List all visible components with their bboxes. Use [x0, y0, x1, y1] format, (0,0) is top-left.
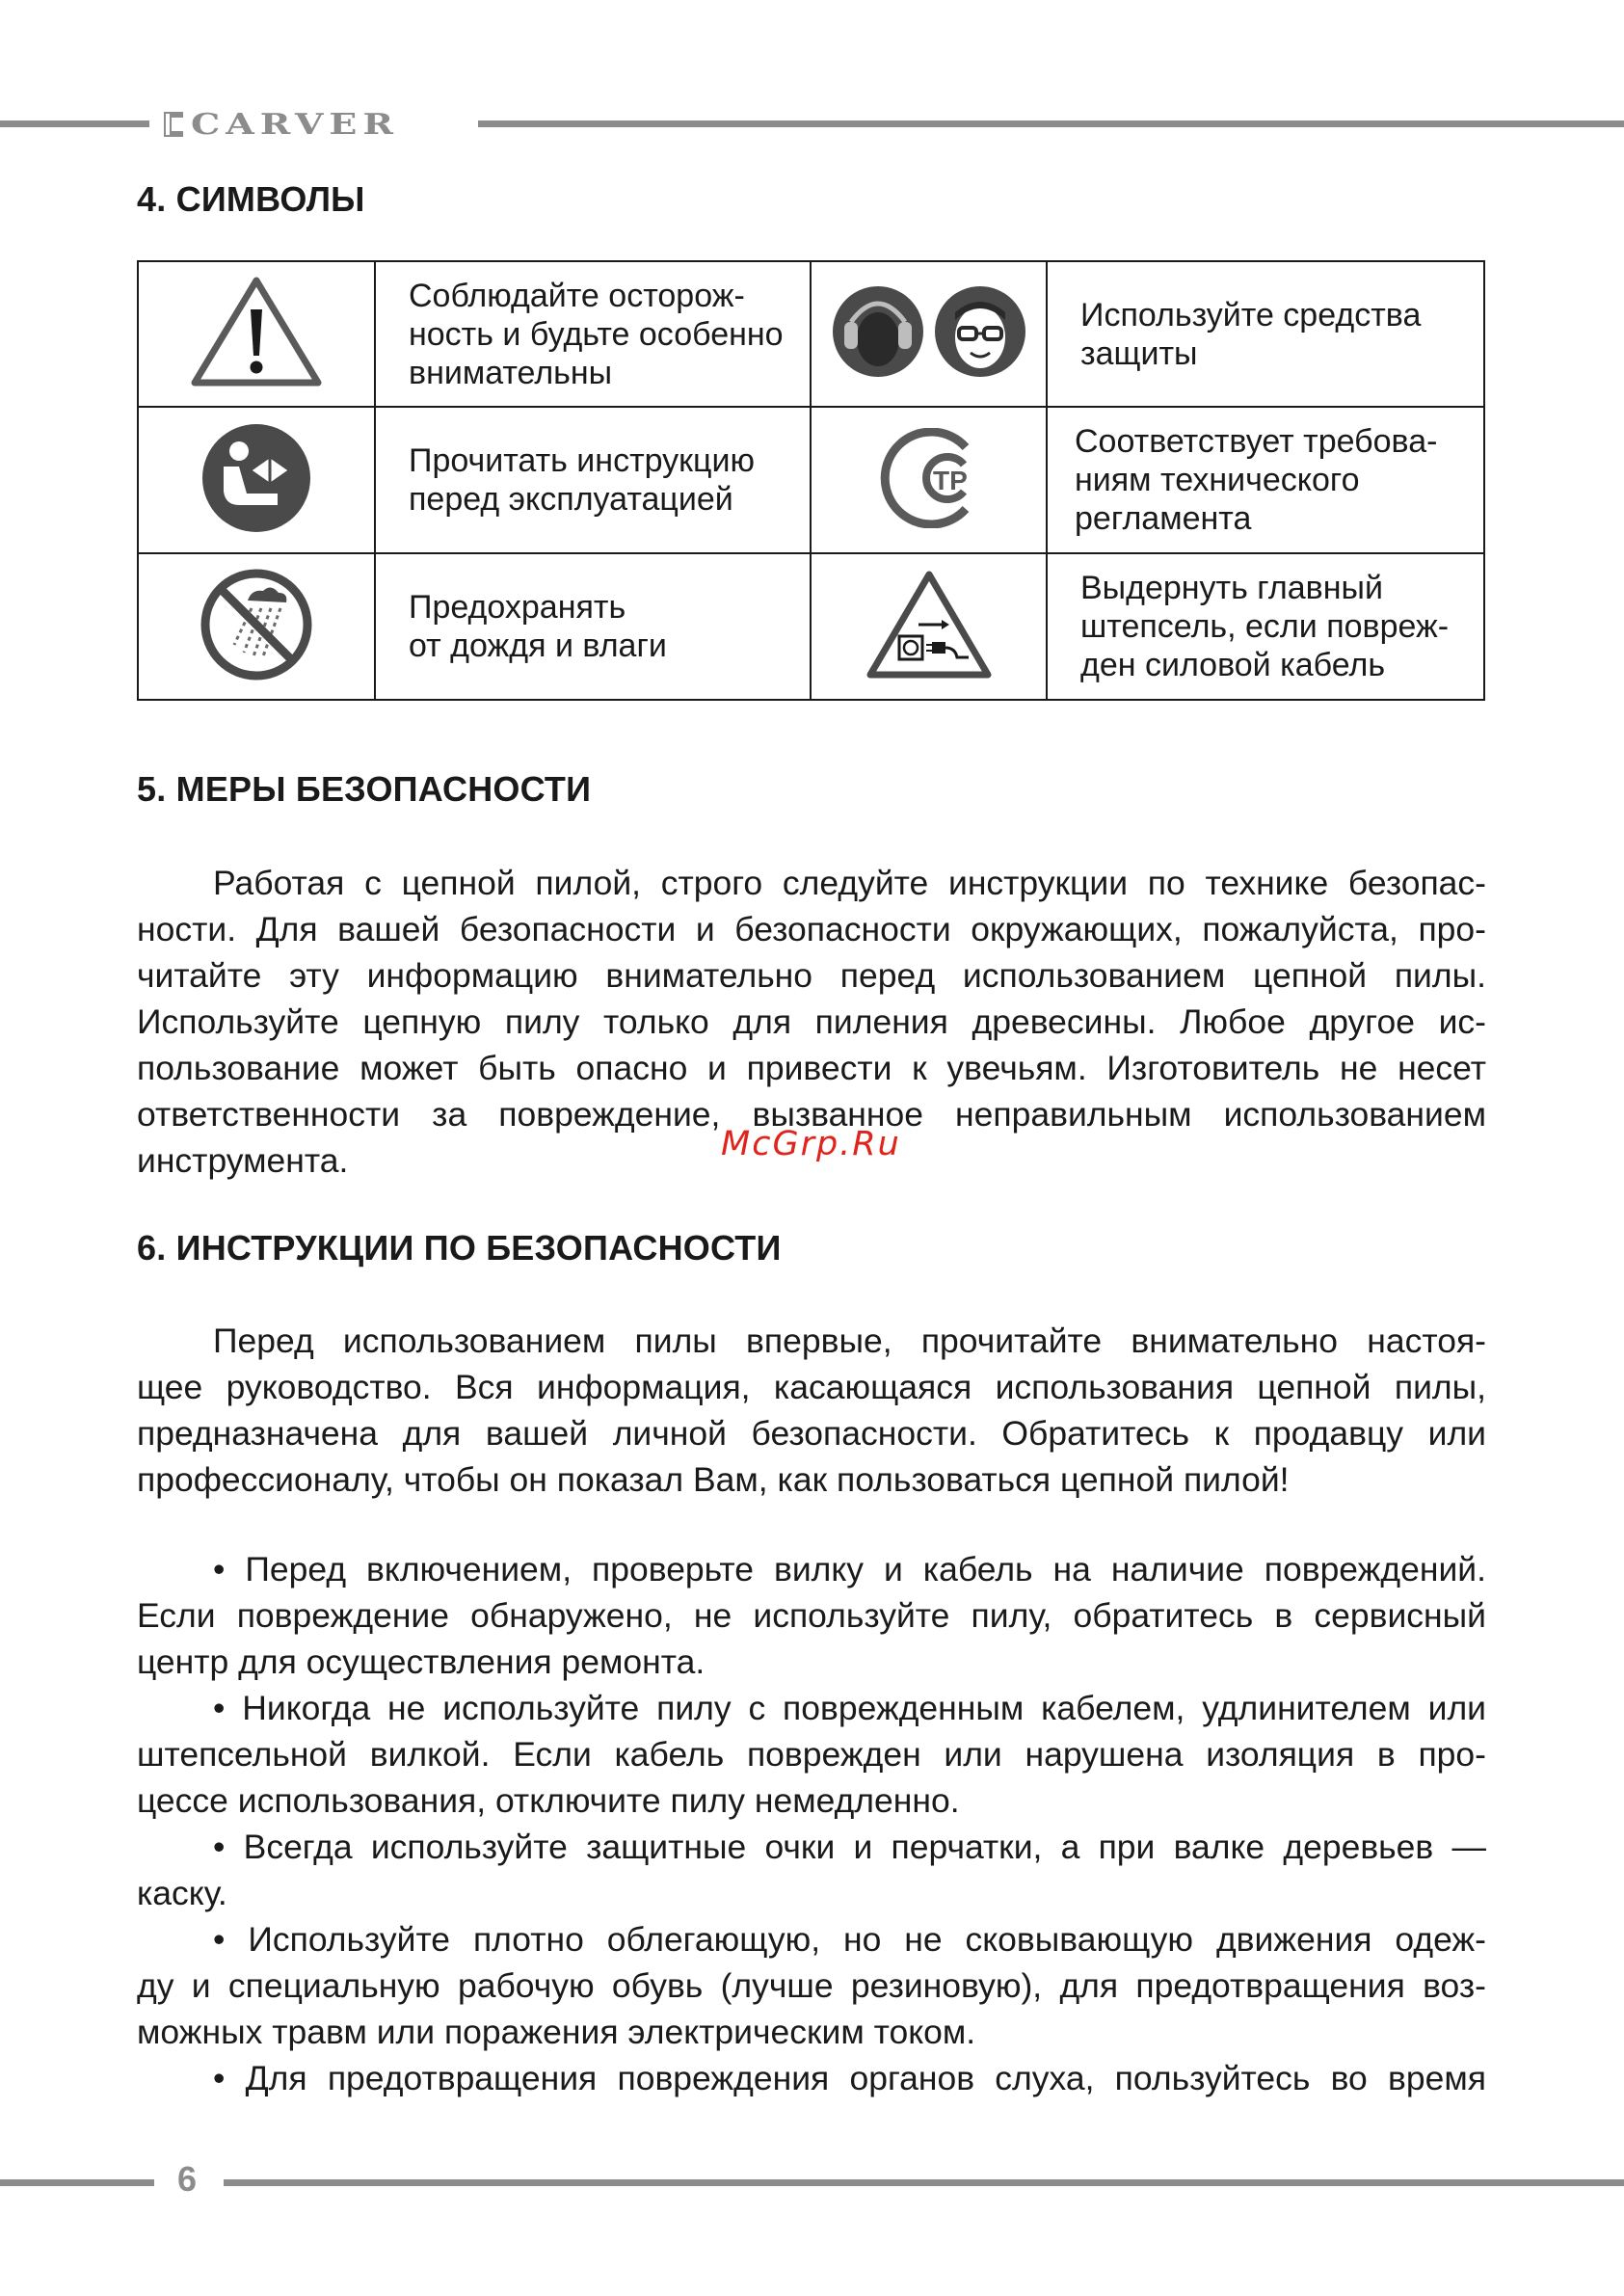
- text-line: предназначена для вашей личной безопасности. Обратитесь к продавцу или: [137, 1414, 1486, 1453]
- section-title-symbols: 4. СИМВОЛЫ: [137, 179, 365, 219]
- text-line: пользование может быть опасно и привести к увечьям. Изготовитель не несет: [137, 1049, 1486, 1087]
- text-line: каску.: [137, 1874, 227, 1912]
- tr-mark-text: TP: [932, 465, 968, 495]
- list-item: • Для предотвращения повреждения органов слуха, пользуйтесь во время: [213, 2059, 1486, 2097]
- text-line: можных травм или поражения электрическим током.: [137, 2013, 976, 2051]
- symbol-description: [1047, 261, 1484, 407]
- text-line: щее руководство. Вся информация, касающаяся использования цепной пилы,: [137, 1368, 1486, 1406]
- symbol-text-line: ниям технического: [1075, 462, 1360, 498]
- page-number: 6: [177, 2159, 198, 2199]
- symbols-table: [137, 260, 1485, 701]
- symbol-description: [375, 261, 811, 407]
- unplug-warning-icon: [865, 569, 994, 681]
- symbol-text-line: Предохранять: [409, 589, 626, 626]
- list-item: • Перед включением, проверьте вилку и кабель на наличие повреждений.: [213, 1550, 1486, 1589]
- symbol-icon-cell: [138, 261, 375, 407]
- text-line: Работая с цепной пилой, строго следуйте инструкции по технике безопас-: [213, 864, 1486, 902]
- symbol-description: [375, 553, 811, 700]
- symbol-text-line: ден силовой кабель: [1080, 647, 1386, 683]
- symbol-icon-cell: [811, 407, 1047, 553]
- text-line: инструмента.: [137, 1141, 349, 1180]
- symbol-icon-cell: [138, 407, 375, 553]
- symbol-description: [1047, 553, 1484, 700]
- symbol-description: [1047, 407, 1484, 553]
- text-line: читайте эту информацию внимательно перед использованием цепной пилы.: [137, 956, 1486, 995]
- symbol-text-line: Прочитать инструкцию: [409, 442, 756, 479]
- symbol-icon-cell: [811, 553, 1047, 700]
- brand-mark-icon: [162, 112, 185, 137]
- text-line: ности. Для вашей безопасности и безопасности окружающих, пожалуйста, про-: [137, 910, 1486, 948]
- text-line: центр для осуществления ремонта.: [137, 1642, 706, 1681]
- symbol-icon-cell: [138, 553, 375, 700]
- footer-rule-right: [224, 2179, 1624, 2186]
- symbols-row: [138, 553, 1484, 700]
- safety-instructions-list: [137, 1546, 1486, 2101]
- footer-rule-left: [0, 2179, 154, 2186]
- text-line: ответственности за повреждение, вызванное неправильным использованием: [137, 1095, 1486, 1134]
- brand-name: CARVER: [191, 107, 399, 142]
- symbol-icon-cell: [811, 261, 1047, 407]
- header-rule-right: [478, 120, 1624, 127]
- eac-tr-certification-icon: [869, 428, 989, 528]
- symbol-text-line: от дождя и влаги: [409, 627, 667, 664]
- symbol-text-line: внимательны: [409, 354, 613, 391]
- section-title-safety-measures: 5. МЕРЫ БЕЗОПАСНОСТИ: [137, 769, 592, 809]
- symbol-text-line: Выдернуть главный: [1080, 570, 1383, 606]
- text-line: цессе использования, отключите пилу немедленно.: [137, 1781, 960, 1820]
- text-line: Если повреждение обнаружено, не используйте пилу, обратитесь в сервисный: [137, 1596, 1486, 1635]
- section-title-safety-instructions: 6. ИНСТРУКЦИИ ПО БЕЗОПАСНОСТИ: [137, 1228, 782, 1268]
- warning-triangle-icon: [189, 275, 324, 388]
- brand-logo: [162, 108, 399, 141]
- read-manual-icon: [200, 422, 312, 534]
- header-rule-left: [0, 120, 149, 127]
- list-item: • Всегда используйте защитные очки и перчатки, а при валке деревьев —: [213, 1828, 1486, 1866]
- no-rain-icon: [200, 568, 313, 681]
- symbol-text-line: Соблюдайте осторож-: [409, 277, 745, 314]
- list-item: • Никогда не используйте пилу с поврежденным кабелем, удлинителем или: [213, 1689, 1486, 1727]
- list-item: • Используйте плотно облегающую, но не сковывающую движения одеж-: [213, 1920, 1486, 1959]
- text-line: Перед использованием пилы впервые, прочитайте внимательно настоя-: [213, 1322, 1486, 1360]
- symbol-text-line: штепсель, если повреж-: [1080, 608, 1450, 645]
- symbol-description: [375, 407, 811, 553]
- symbol-text-line: Соответствует требова-: [1075, 423, 1438, 460]
- symbols-row: [138, 261, 1484, 407]
- text-line: штепсельной вилкой. Если кабель поврежден или нарушена изоляция в про-: [137, 1735, 1486, 1774]
- symbol-text-line: перед эксплуатацией: [409, 481, 733, 518]
- symbol-text-line: регламента: [1075, 500, 1252, 537]
- watermark: McGrp.Ru: [721, 1125, 901, 1163]
- symbol-text-line: защиты: [1080, 334, 1198, 372]
- symbols-row: [138, 407, 1484, 553]
- safety-instructions-intro: [137, 1318, 1486, 1503]
- text-line: Используйте цепную пилу только для пиления древесины. Любое другое ис-: [137, 1002, 1486, 1041]
- symbol-text-line: ность и будьте особенно: [409, 315, 784, 353]
- text-line: профессионалу, чтобы он показал Вам, как пользоваться цепной пилой!: [137, 1460, 1290, 1499]
- symbol-text-line: Используйте средства: [1080, 296, 1422, 334]
- text-line: ду и специальную рабочую обувь (лучше резиновую), для предотвращения воз-: [137, 1966, 1486, 2005]
- protective-gear-icon: [828, 283, 1030, 380]
